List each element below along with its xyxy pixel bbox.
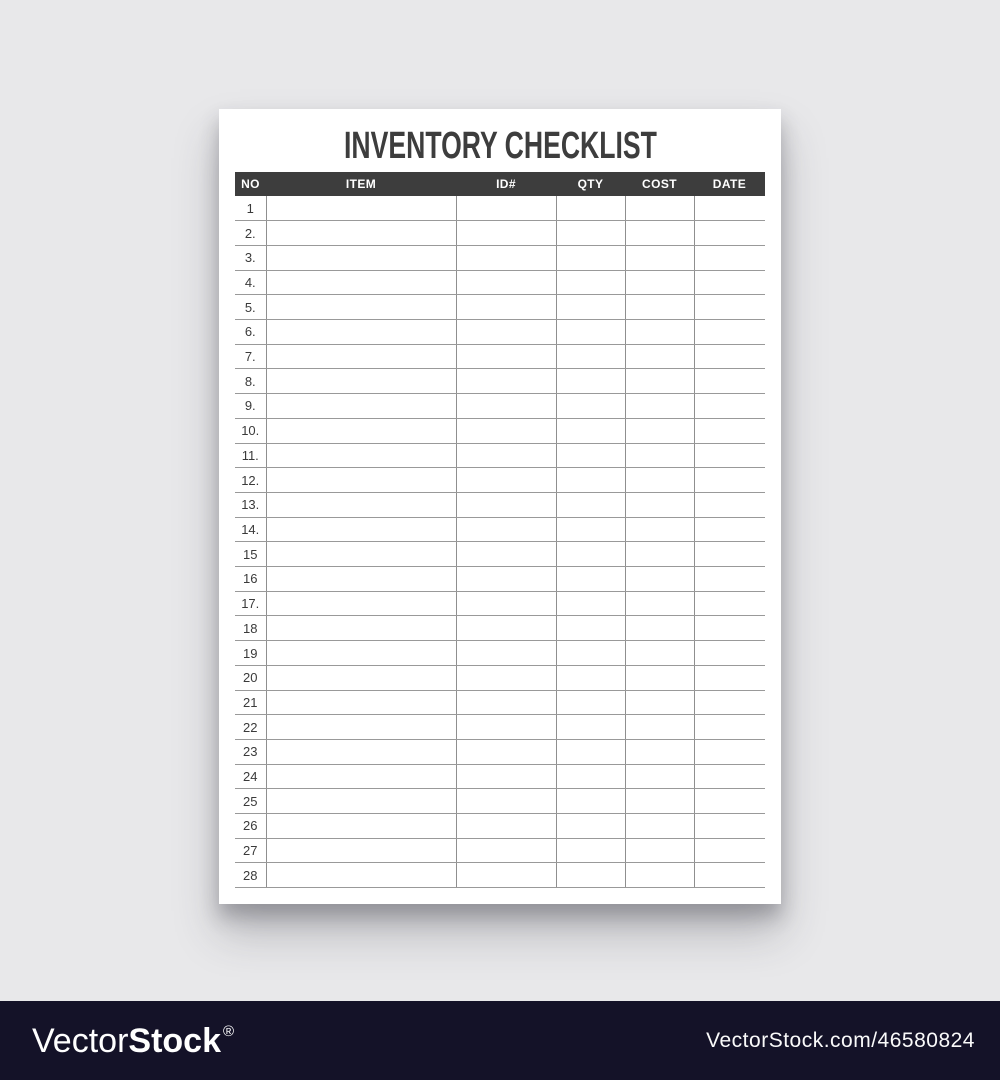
cell-qty (556, 418, 625, 443)
cell-id (456, 739, 556, 764)
cell-cost (625, 369, 694, 394)
cell-date (694, 492, 765, 517)
cell-item (266, 245, 456, 270)
row-number: 11. (235, 443, 266, 468)
cell-id (456, 641, 556, 666)
page-title (219, 125, 781, 168)
cell-cost (625, 245, 694, 270)
table-row (235, 641, 765, 666)
table-row (235, 542, 765, 567)
cell-cost (625, 616, 694, 641)
cell-qty (556, 196, 625, 221)
row-number: 13. (235, 492, 266, 517)
cell-item (266, 764, 456, 789)
table-row (235, 443, 765, 468)
cell-qty (556, 270, 625, 295)
row-number: 23 (235, 739, 266, 764)
cell-item (266, 492, 456, 517)
cell-item (266, 344, 456, 369)
cell-qty (556, 665, 625, 690)
table-row (235, 270, 765, 295)
row-number: 10. (235, 418, 266, 443)
cell-qty (556, 814, 625, 839)
table-row (235, 616, 765, 641)
column-header-date: DATE (694, 172, 765, 196)
row-number: 19 (235, 641, 266, 666)
row-number: 1 (235, 196, 266, 221)
cell-qty (556, 320, 625, 345)
cell-cost (625, 517, 694, 542)
row-number: 16 (235, 567, 266, 592)
cell-id (456, 665, 556, 690)
cell-date (694, 270, 765, 295)
row-number: 27 (235, 838, 266, 863)
cell-cost (625, 567, 694, 592)
table-row (235, 591, 765, 616)
cell-qty (556, 221, 625, 246)
row-number: 14. (235, 517, 266, 542)
cell-id (456, 567, 556, 592)
cell-cost (625, 468, 694, 493)
cell-id (456, 369, 556, 394)
cell-item (266, 641, 456, 666)
table-row (235, 196, 765, 221)
cell-id (456, 517, 556, 542)
cell-date (694, 838, 765, 863)
cell-id (456, 591, 556, 616)
cell-item (266, 591, 456, 616)
cell-qty (556, 739, 625, 764)
cell-id (456, 542, 556, 567)
cell-cost (625, 394, 694, 419)
logo-text-normal: Vector (32, 1021, 129, 1060)
inventory-table (235, 172, 765, 888)
table-row (235, 295, 765, 320)
cell-qty (556, 690, 625, 715)
cell-cost (625, 344, 694, 369)
column-header-qty: QTY (556, 172, 625, 196)
table-row (235, 245, 765, 270)
cell-item (266, 418, 456, 443)
cell-date (694, 814, 765, 839)
cell-date (694, 764, 765, 789)
table-row (235, 221, 765, 246)
cell-id (456, 221, 556, 246)
cell-date (694, 616, 765, 641)
cell-cost (625, 863, 694, 888)
paper (219, 109, 781, 904)
cell-item (266, 221, 456, 246)
cell-date (694, 369, 765, 394)
cell-qty (556, 616, 625, 641)
cell-qty (556, 369, 625, 394)
cell-id (456, 196, 556, 221)
table-header-row (235, 172, 765, 196)
row-number: 9. (235, 394, 266, 419)
cell-item (266, 394, 456, 419)
table-row (235, 567, 765, 592)
cell-qty (556, 468, 625, 493)
cell-item (266, 567, 456, 592)
cell-qty (556, 715, 625, 740)
cell-cost (625, 320, 694, 345)
cell-id (456, 394, 556, 419)
cell-date (694, 344, 765, 369)
row-number: 7. (235, 344, 266, 369)
cell-cost (625, 270, 694, 295)
page-title-text: INVENTORY CHECKLIST (343, 125, 657, 167)
cell-id (456, 295, 556, 320)
cell-date (694, 715, 765, 740)
row-number: 24 (235, 764, 266, 789)
table-row (235, 739, 765, 764)
column-header-item: ITEM (266, 172, 456, 196)
row-number: 12. (235, 468, 266, 493)
cell-id (456, 863, 556, 888)
table-body (235, 196, 765, 888)
cell-cost (625, 492, 694, 517)
cell-cost (625, 418, 694, 443)
row-number: 17. (235, 591, 266, 616)
row-number: 25 (235, 789, 266, 814)
cell-cost (625, 542, 694, 567)
cell-item (266, 443, 456, 468)
cell-id (456, 418, 556, 443)
registered-trademark-icon: ® (222, 1022, 235, 1040)
cell-cost (625, 591, 694, 616)
row-number: 21 (235, 690, 266, 715)
cell-id (456, 492, 556, 517)
cell-id (456, 814, 556, 839)
cell-item (266, 295, 456, 320)
cell-id (456, 468, 556, 493)
cell-id (456, 320, 556, 345)
cell-item (266, 814, 456, 839)
cell-cost (625, 295, 694, 320)
table-row (235, 492, 765, 517)
row-number: 20 (235, 665, 266, 690)
row-number: 3. (235, 245, 266, 270)
cell-item (266, 468, 456, 493)
cell-qty (556, 517, 625, 542)
cell-qty (556, 443, 625, 468)
row-number: 4. (235, 270, 266, 295)
cell-date (694, 665, 765, 690)
table-row (235, 863, 765, 888)
table-row (235, 814, 765, 839)
vectorstock-logo (32, 1021, 235, 1060)
cell-qty (556, 863, 625, 888)
logo-text-bold: Stock (128, 1021, 221, 1060)
cell-item (266, 665, 456, 690)
cell-qty (556, 789, 625, 814)
table-row (235, 764, 765, 789)
cell-id (456, 245, 556, 270)
cell-id (456, 838, 556, 863)
cell-qty (556, 295, 625, 320)
cell-item (266, 196, 456, 221)
cell-item (266, 715, 456, 740)
cell-id (456, 344, 556, 369)
cell-date (694, 295, 765, 320)
cell-id (456, 764, 556, 789)
cell-item (266, 320, 456, 345)
row-number: 15 (235, 542, 266, 567)
row-number: 8. (235, 369, 266, 394)
row-number: 22 (235, 715, 266, 740)
cell-date (694, 221, 765, 246)
cell-date (694, 443, 765, 468)
cell-item (266, 517, 456, 542)
cell-item (266, 863, 456, 888)
cell-cost (625, 814, 694, 839)
cell-cost (625, 739, 694, 764)
cell-qty (556, 591, 625, 616)
cell-cost (625, 789, 694, 814)
cell-item (266, 542, 456, 567)
column-header-no: NO (235, 172, 266, 196)
cell-cost (625, 221, 694, 246)
cell-cost (625, 690, 694, 715)
cell-item (266, 690, 456, 715)
row-number: 5. (235, 295, 266, 320)
cell-qty (556, 492, 625, 517)
cell-qty (556, 764, 625, 789)
cell-id (456, 616, 556, 641)
table-row (235, 715, 765, 740)
table-row (235, 394, 765, 419)
watermark-bar (0, 1001, 1000, 1080)
table-row (235, 517, 765, 542)
table-row (235, 838, 765, 863)
column-header-cost: COST (625, 172, 694, 196)
cell-cost (625, 665, 694, 690)
cell-cost (625, 443, 694, 468)
row-number: 26 (235, 814, 266, 839)
row-number: 18 (235, 616, 266, 641)
cell-date (694, 567, 765, 592)
cell-qty (556, 394, 625, 419)
table-row (235, 468, 765, 493)
cell-date (694, 320, 765, 345)
cell-cost (625, 641, 694, 666)
cell-qty (556, 641, 625, 666)
table-row (235, 320, 765, 345)
cell-id (456, 789, 556, 814)
cell-date (694, 394, 765, 419)
cell-date (694, 245, 765, 270)
cell-id (456, 715, 556, 740)
cell-item (266, 616, 456, 641)
cell-cost (625, 764, 694, 789)
table-row (235, 690, 765, 715)
image-url-text[interactable]: VectorStock.com/46580824 (706, 1028, 975, 1052)
table-row (235, 344, 765, 369)
cell-cost (625, 838, 694, 863)
cell-date (694, 690, 765, 715)
cell-qty (556, 838, 625, 863)
cell-item (266, 838, 456, 863)
cell-qty (556, 344, 625, 369)
table-row (235, 789, 765, 814)
cell-date (694, 517, 765, 542)
row-number: 2. (235, 221, 266, 246)
cell-id (456, 270, 556, 295)
cell-date (694, 739, 765, 764)
cell-item (266, 789, 456, 814)
cell-date (694, 468, 765, 493)
cell-date (694, 542, 765, 567)
table-row (235, 369, 765, 394)
cell-cost (625, 715, 694, 740)
cell-date (694, 789, 765, 814)
table-row (235, 665, 765, 690)
row-number: 6. (235, 320, 266, 345)
cell-cost (625, 196, 694, 221)
cell-id (456, 443, 556, 468)
cell-date (694, 591, 765, 616)
cell-qty (556, 542, 625, 567)
cell-date (694, 418, 765, 443)
cell-id (456, 690, 556, 715)
cell-date (694, 641, 765, 666)
cell-item (266, 739, 456, 764)
column-header-id: ID# (456, 172, 556, 196)
cell-qty (556, 567, 625, 592)
cell-date (694, 196, 765, 221)
cell-date (694, 863, 765, 888)
table-row (235, 418, 765, 443)
cell-item (266, 270, 456, 295)
row-number: 28 (235, 863, 266, 888)
cell-item (266, 369, 456, 394)
cell-qty (556, 245, 625, 270)
